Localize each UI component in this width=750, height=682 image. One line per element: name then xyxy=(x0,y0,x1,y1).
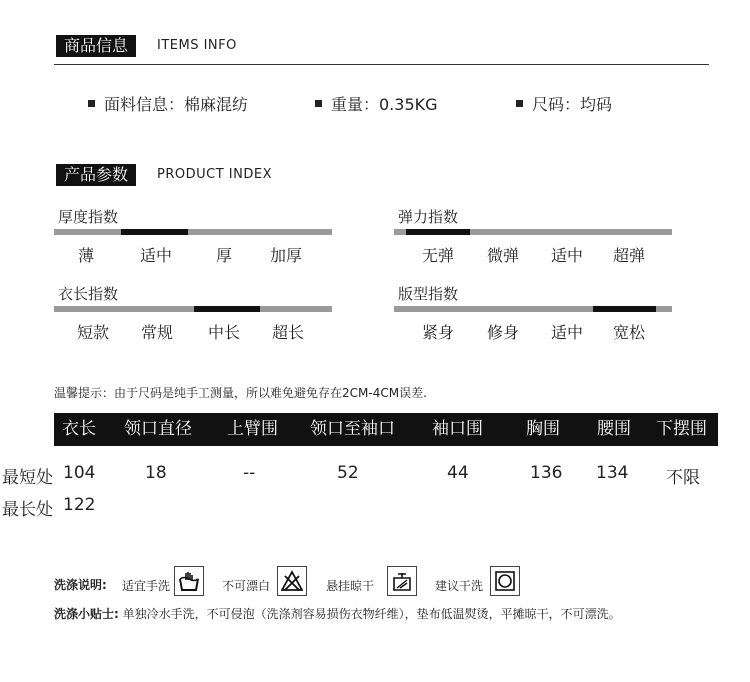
bullet-square-icon xyxy=(516,100,523,107)
length-option: 常规 xyxy=(140,323,173,342)
header-hem: 下摆围 xyxy=(656,419,707,439)
dry-clean-icon xyxy=(490,566,520,596)
items-info-divider xyxy=(54,64,709,65)
table-cell: 134 xyxy=(596,463,629,483)
thickness-option: 薄 xyxy=(77,246,94,265)
header-waist: 腰围 xyxy=(597,419,631,439)
thickness-option: 厚 xyxy=(215,246,232,265)
elasticity-index-bar xyxy=(394,229,672,235)
fit-index-options xyxy=(406,320,660,343)
header-length: 衣长 xyxy=(62,419,96,439)
weight-info xyxy=(315,92,438,115)
thickness-index-marker xyxy=(121,229,188,235)
hand-wash-icon xyxy=(174,566,204,596)
length-index-options xyxy=(62,320,318,343)
wash-instructions-title: 洗涤说明: xyxy=(54,578,107,592)
bullet-square-icon xyxy=(88,100,95,107)
thickness-index-bar xyxy=(54,229,332,235)
no-bleach-icon xyxy=(277,566,307,596)
table-cell: 52 xyxy=(337,463,359,483)
header-neck-to-cuff: 领口至袖口 xyxy=(310,419,395,439)
wash-tips-text: 单独冷水手洗，不可侵泡（洗涤剂容易损伤衣物纤维），垫布低温熨烫，平摊晾干，不可漂洗。 xyxy=(122,607,621,621)
hang-dry-icon xyxy=(387,566,417,596)
length-option: 中长 xyxy=(207,323,240,342)
elasticity-index-options xyxy=(406,243,660,266)
table-cell: -- xyxy=(243,463,256,483)
wash-label-hand-wash: 适宜手洗 xyxy=(122,579,171,593)
fabric-info xyxy=(88,92,248,115)
elasticity-option: 无弹 xyxy=(421,246,454,265)
weight-info-text: 重量：0.35KG xyxy=(331,95,438,114)
size-table-header xyxy=(54,413,718,446)
length-index-bar xyxy=(54,306,332,312)
header-upper-arm: 上臂围 xyxy=(227,419,278,439)
bullet-square-icon xyxy=(315,100,322,107)
fit-option: 适中 xyxy=(550,323,583,342)
wash-label-hang-dry: 悬挂晾干 xyxy=(326,579,375,593)
size-info-text: 尺码：均码 xyxy=(532,95,613,114)
thickness-option: 加厚 xyxy=(269,246,302,265)
thickness-option: 适中 xyxy=(139,246,172,265)
wash-tips-title: 洗涤小贴士: xyxy=(54,607,119,621)
table-cell: 18 xyxy=(145,463,167,483)
row-label-shortest: 最短处 xyxy=(2,468,53,488)
fit-option: 修身 xyxy=(486,323,519,342)
measurement-note: 温馨提示：由于尺码是纯手工测量，所以难免避免存在2CM-4CM误差. xyxy=(54,386,427,400)
length-option: 短款 xyxy=(76,323,109,342)
fit-index-title: 版型指数 xyxy=(398,285,459,303)
header-chest: 胸围 xyxy=(526,419,560,439)
product-index-subtitle: PRODUCT INDEX xyxy=(157,167,272,182)
row-label-longest: 最长处 xyxy=(2,500,53,520)
table-cell: 136 xyxy=(530,463,563,483)
elasticity-option: 微弹 xyxy=(486,246,519,265)
length-option: 超长 xyxy=(271,323,304,342)
fit-option: 宽松 xyxy=(612,323,645,342)
table-cell: 44 xyxy=(447,463,469,483)
size-info xyxy=(516,92,612,115)
thickness-index-title: 厚度指数 xyxy=(58,208,119,226)
header-neck-diameter: 领口直径 xyxy=(124,419,192,439)
header-cuff: 袖口围 xyxy=(432,419,483,439)
table-cell: 104 xyxy=(63,463,96,483)
fabric-info-text: 面料信息：棉麻混纺 xyxy=(104,95,249,114)
elasticity-option: 超弹 xyxy=(612,246,645,265)
fit-index-marker xyxy=(593,306,656,312)
product-index-title: 产品参数 xyxy=(56,164,136,186)
fit-option: 紧身 xyxy=(421,323,454,342)
table-cell: 122 xyxy=(63,495,96,515)
length-index-marker xyxy=(194,306,260,312)
table-cell: 不限 xyxy=(666,468,700,488)
elasticity-index-title: 弹力指数 xyxy=(398,208,459,226)
elasticity-index-marker xyxy=(406,229,470,235)
wash-tips xyxy=(54,605,621,622)
fit-index-bar xyxy=(394,306,672,312)
elasticity-option: 适中 xyxy=(550,246,583,265)
items-info-subtitle: ITEMS INFO xyxy=(157,38,237,53)
thickness-index-options xyxy=(54,243,318,266)
wash-label-no-bleach: 不可漂白 xyxy=(222,579,271,593)
items-info-title: 商品信息 xyxy=(56,35,136,57)
wash-label-dry-clean: 建议干洗 xyxy=(435,579,484,593)
length-index-title: 衣长指数 xyxy=(58,285,119,303)
